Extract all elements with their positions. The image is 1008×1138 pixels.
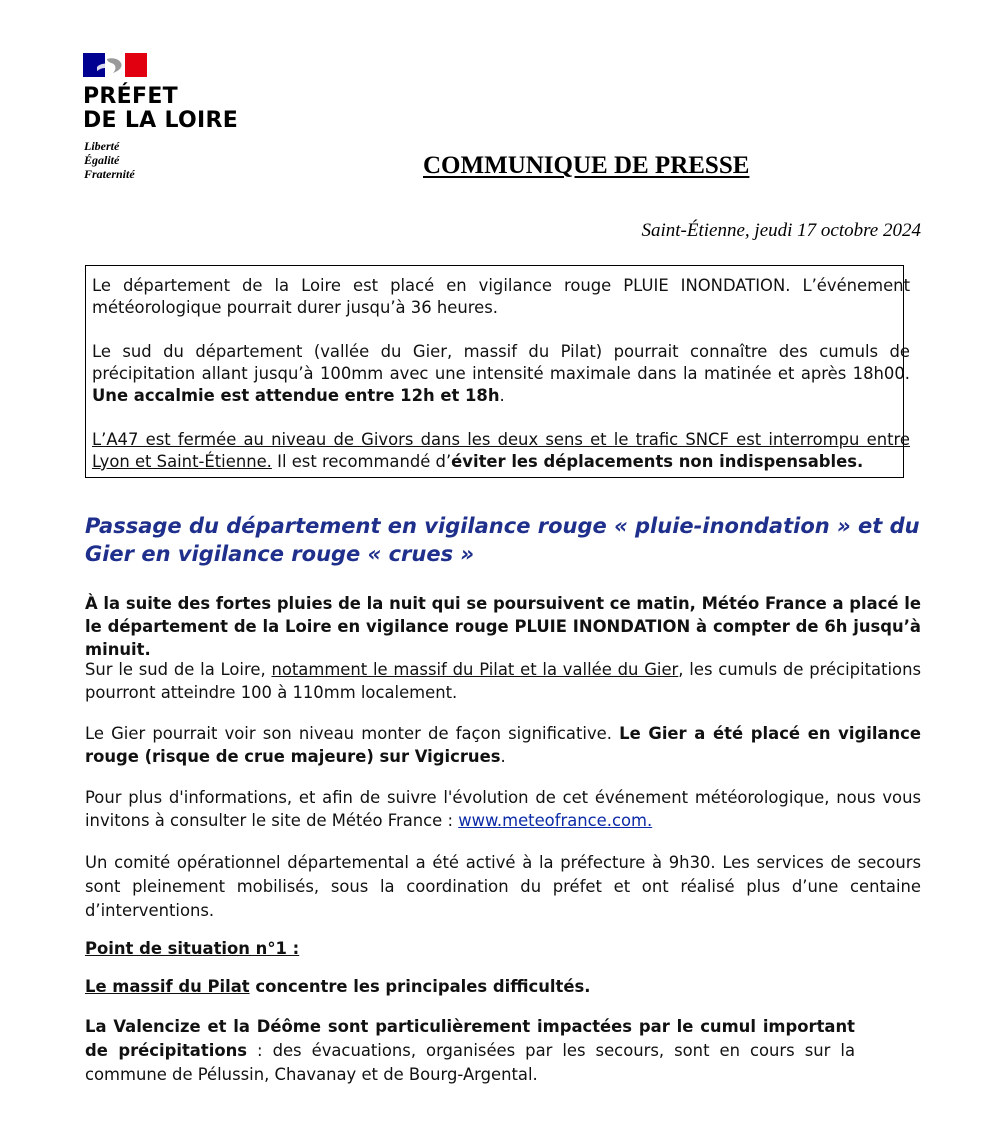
document-title: COMMUNIQUE DE PRESSE: [423, 152, 750, 179]
document-date: Saint-Étienne, jeudi 17 octobre 2024: [641, 220, 921, 241]
sud-text-2: , les cumuls de précipitations pourront atteindre 100 à 110mm localement.: [85, 660, 921, 702]
valencize-bold: La Valencize et la Déôme sont particulièrement impactées par le cumul important de précipitations: [85, 1017, 855, 1060]
info-text: Pour plus d'informations, et afin de suivre l'évolution de cet événement météorologique, nous vous invitons à consulter le site de Météo France :: [85, 788, 921, 830]
comite-paragraph: Un comité opérationnel départemental a été activé à la préfecture à 9h30. Les services de secours sont pleinement mobilisés, sous la coordination du préfet et ont réalisé plus d’une centaine d’interventions.: [85, 853, 921, 920]
summary-p3-underlined: L’A47 est fermée au niveau de Givors dans les deux sens et le trafic SNCF est interrompu entre Lyon et Saint-Étienne.: [92, 430, 910, 471]
pilat-text: concentre les principales difficultés.: [249, 977, 591, 996]
summary-paragraph-1: Le département de la Loire est placé en vigilance rouge PLUIE INONDATION. L’événement météorologique pourrait durer jusqu’à 36 heures.: [92, 276, 910, 317]
devise: [84, 139, 135, 181]
summary-p2-end: .: [499, 386, 505, 405]
gier-text: Le Gier pourrait voir son niveau monter de façon significative.: [85, 724, 620, 743]
sud-underlined: notamment le massif du Pilat et la vallée du Gier: [271, 660, 679, 679]
info-paragraph: [85, 786, 921, 832]
marianne-flag-icon: [83, 53, 147, 77]
sud-text-1: Sur le sud de la Loire,: [85, 660, 272, 679]
gier-end: .: [500, 747, 506, 766]
summary-box: [85, 265, 910, 478]
summary-paragraph-3: [92, 429, 910, 473]
prefet-line-1: PRÉFET: [83, 84, 178, 109]
prefet-line-2: DE LA LOIRE: [83, 108, 239, 133]
gier-paragraph: [85, 722, 921, 768]
summary-p3-bold: éviter les déplacements non indispensables.: [451, 452, 864, 471]
section-title: Passage du département en vigilance rouge « pluie-inondation » et du Gier en vigilance rouge « crues »: [85, 514, 920, 566]
devise-fraternite: Fraternité: [84, 167, 135, 181]
pilat-underlined: Le massif du Pilat: [85, 977, 250, 996]
meteofrance-link[interactable]: www.meteofrance.com.: [458, 811, 653, 830]
valencize-text: : des évacuations, organisées par les secours, sont en cours sur la commune de Pélussin, Chavanay et de Bourg-Argental.: [85, 1041, 855, 1084]
gier-bold: Le Gier a été placé en vigilance rouge (risque de crue majeure) sur Vigicrues: [85, 724, 921, 766]
devise-liberte: Liberté: [84, 139, 120, 153]
summary-p2-text: Le sud du département (vallée du Gier, massif du Pilat) pourrait connaître des cumuls de précipitation allant jusqu’à 100mm avec une intensité maximale dans la matinée et après 18h00.: [92, 342, 910, 383]
pilat-paragraph: [85, 975, 921, 998]
point-situation-title: Point de situation n°1 :: [85, 939, 300, 958]
summary-paragraph-2: [92, 341, 910, 407]
prefet-title: [83, 85, 238, 133]
summary-p2-bold: Une accalmie est attendue entre 12h et 18h: [92, 386, 500, 405]
intro-paragraph: À la suite des fortes pluies de la nuit qui se poursuivent ce matin, Météo France a placé le le département de la Loire en vigilance rouge PLUIE INONDATION à compter de 6h jusqu’à minuit.: [85, 594, 921, 659]
devise-egalite: Égalité: [84, 153, 120, 167]
valencize-paragraph: [85, 1015, 855, 1087]
sud-paragraph: [85, 658, 921, 704]
summary-p3-text: Il est recommandé d’: [271, 452, 452, 471]
